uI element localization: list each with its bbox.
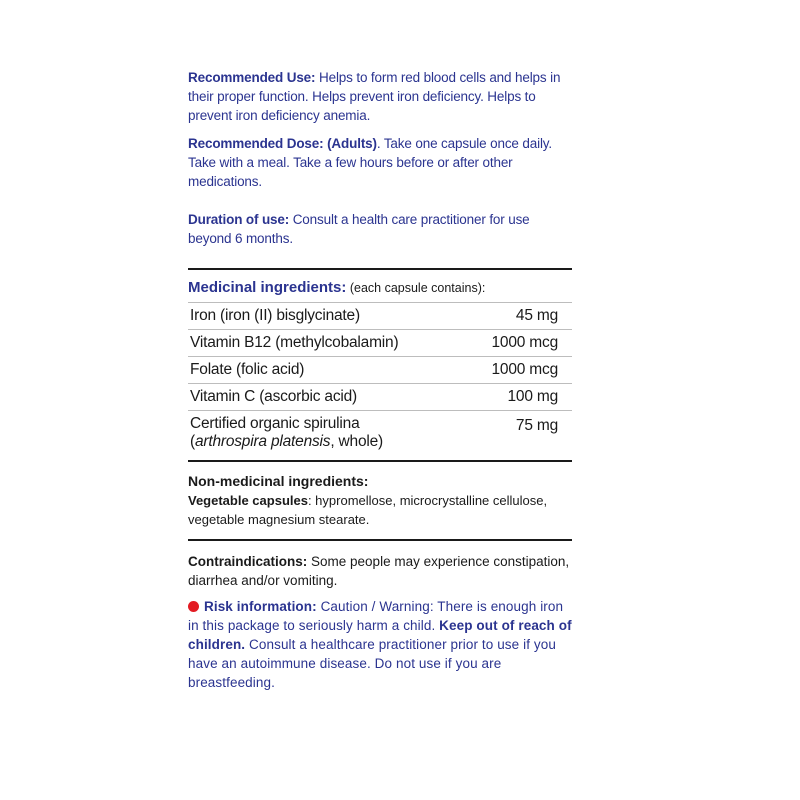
non-medicinal-text (188, 491, 572, 529)
ingredient-amount: 100 mg (507, 388, 558, 405)
contraindications-text: Some people may experience constipation, diarrhea and/or vomiting. (188, 554, 570, 588)
ingredient-name: Folate (folic acid) (190, 361, 305, 378)
medicinal-heading (188, 279, 572, 296)
recommended-use-label: Recommended Use: (188, 70, 316, 85)
ingredient-name (190, 415, 383, 451)
ingredient-amount: 1000 mcg (491, 334, 558, 351)
risk-bold-warning: Keep out of reach of children. (188, 618, 572, 652)
non-medicinal-section (188, 462, 572, 529)
risk-text-2: Consult a healthcare practitioner prior to use if you have an autoimmune disease. Do not use if you are breastfeeding. (188, 637, 556, 690)
duration-of-use (188, 210, 572, 248)
ingredient-row-iron (188, 303, 572, 329)
warning-dot-icon (188, 601, 199, 612)
risk-text-1: Caution / Warning: There is enough iron in this package to seriously harm a child. (188, 599, 564, 633)
recommended-dose-label: Recommended Dose: (Adults) (188, 136, 377, 151)
risk-label: Risk information: (204, 599, 317, 614)
medicinal-heading-label: Medicinal ingredients: (188, 279, 347, 296)
ingredient-amount: 75 mg (515, 417, 558, 434)
name-rest: , whole) (330, 433, 384, 450)
ingredient-row-folate (188, 357, 572, 383)
ingredient-name: Vitamin B12 (methylcobalamin) (190, 334, 399, 351)
risk-information (188, 597, 572, 692)
paren-open: ( (190, 433, 195, 450)
ingredient-row-spirulina (188, 411, 572, 460)
recommended-use (188, 68, 572, 125)
ingredient-name: Vitamin C (ascorbic acid) (190, 388, 357, 405)
recommended-dose (188, 134, 572, 191)
non-medicinal-heading (188, 472, 572, 491)
medicinal-subheading: (each capsule contains): (346, 281, 486, 295)
recommended-dose-text: . Take one capsule once daily. Take with a meal. Take a few hours before or after other medications. (188, 136, 552, 189)
duration-label: Duration of use: (188, 212, 290, 227)
contraindications-section (188, 541, 572, 692)
ingredient-name: Iron (iron (II) bisglycinate) (190, 307, 360, 324)
non-medicinal-heading-text: Non-medicinal ingredients: (188, 473, 369, 489)
ingredient-name-line1: Certified organic spirulina (190, 415, 360, 432)
ingredient-amount: 1000 mcg (491, 361, 558, 378)
vegetable-capsules-label: Vegetable capsules (188, 493, 308, 508)
medicinal-section (188, 268, 572, 460)
contraindications (188, 552, 572, 590)
supplement-label-panel (188, 68, 572, 692)
vegetable-capsules-text: : hypromellose, microcrystalline cellulose, vegetable magnesium stearate. (188, 493, 548, 527)
recommended-use-text: Helps to form red blood cells and helps in their proper function. Helps prevent iron deficiency. Helps to prevent iron deficiency anemia. (188, 70, 561, 123)
divider (188, 268, 572, 270)
ingredient-row-b12 (188, 330, 572, 356)
ingredient-row-vitamin-c (188, 384, 572, 410)
ingredient-amount: 45 mg (515, 307, 558, 324)
latin-name: arthrospira platensis (194, 433, 331, 450)
duration-text: Consult a health care practitioner for use beyond 6 months. (188, 212, 530, 246)
contraindications-label: Contraindications: (188, 554, 308, 569)
ingredient-name-line2 (190, 433, 383, 451)
